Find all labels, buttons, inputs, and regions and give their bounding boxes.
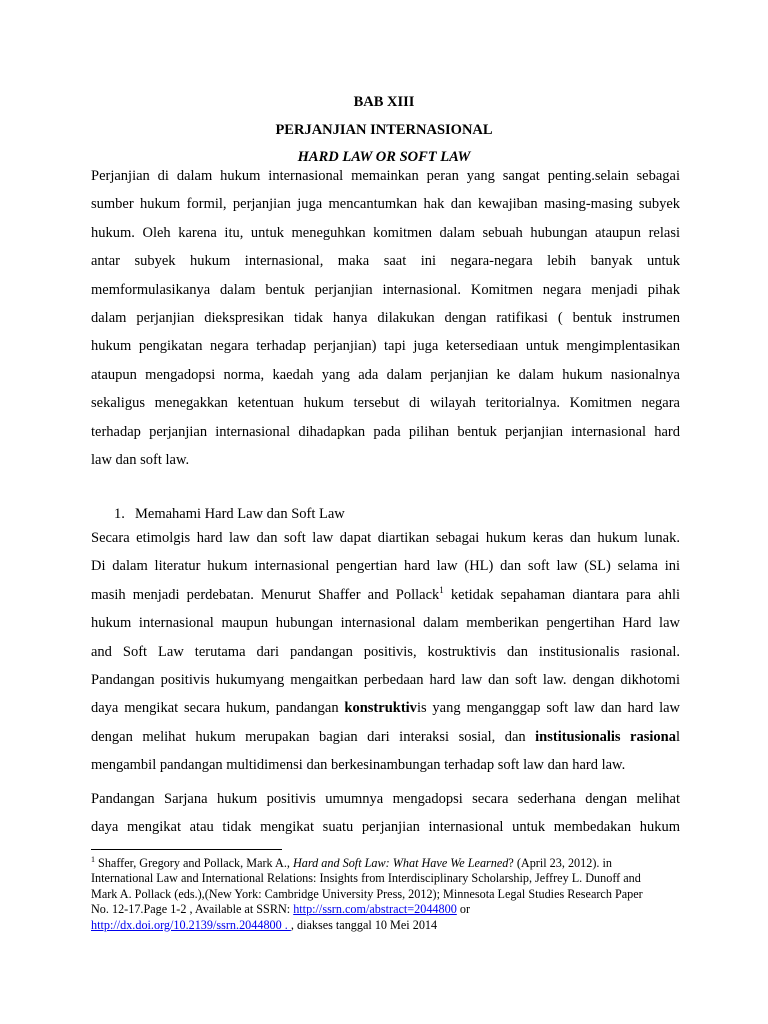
paragraph-line (91, 581, 680, 609)
line-text: l (675, 728, 680, 745)
paragraph-line: Pandangan Sarjana hukum positivis umumnya mengadopsi secara sederhana dengan melihat (91, 791, 680, 807)
paragraph-line: sumber hukum formil, perjanjian juga mencantumkan hak dan kewajiban masing-masing subyek (91, 196, 680, 213)
paragraph-line: hukum pengikatan negara terhadap perjanjian) tapi juga ketersediaan untuk mengimplentasikan (91, 338, 680, 355)
paragraph-line: dalam perjanjian diekspresikan tidak hanya dilakukan dengan ratifikasi ( bentuk instrumen (91, 309, 680, 326)
bold-term: institusionalis rasiona (535, 728, 676, 745)
paragraph-line: hukum. Oleh karena itu, untuk meneguhkan komitmen dalam sebuah hubungan ataupun relasi (91, 224, 680, 241)
section-1-paragraph (91, 524, 680, 780)
footnote-line: Mark A. Pollack (eds.),(New York: Cambridge University Press, 2012); Minnesota Legal Studies Research Paper (91, 886, 643, 901)
footnote-text: , diakses tanggal 10 Mei 2014 (290, 917, 438, 932)
paragraph-line (91, 723, 680, 751)
paragraph-line: law dan soft law. (91, 451, 190, 468)
footnote-ref[interactable]: 1 (439, 584, 444, 595)
paragraph-line: ataupun mengadopsi norma, kaedah yang ada dalam perjanjian ke dalam hukum nasionalnya (91, 366, 680, 383)
footnote-line (91, 918, 691, 933)
paragraph-line: hukum internasional maupun hubungan internasional dalam memberikan pengertihan Hard law (91, 615, 680, 632)
footnote-line (91, 902, 691, 917)
footnote (91, 856, 691, 933)
paragraph-line: memformulasikanya dalam bentuk perjanjian internasional. Komitmen negara menjadi pihak (91, 281, 680, 298)
paragraph-line: Perjanjian di dalam hukum internasional memainkan peran yang sangat penting.selain sebagai (91, 168, 680, 184)
chapter-number: BAB XIII (353, 94, 415, 110)
footnote-text: Shaffer, Gregory and Pollack, Mark A., (95, 856, 293, 870)
bold-term: konstruktiv (344, 700, 417, 717)
line-text: is yang menganggap soft law dan hard law (416, 700, 680, 717)
positivist-paragraph (91, 785, 680, 842)
ssrn-link[interactable]: http://ssrn.com/abstract=2044800 (293, 902, 457, 917)
chapter-title: PERJANJIAN INTERNASIONAL (275, 122, 493, 138)
line-text: ketidak sepahaman diantara para ahli (443, 586, 680, 603)
paragraph-line: Pandangan positivis hukumyang mengaitkan perbedaan hard law dan soft law. dengan dikhotomi (91, 671, 680, 688)
doi-link[interactable]: http://dx.doi.org/10.2139/ssrn.2044800 . (91, 917, 291, 932)
intro-paragraph (91, 162, 680, 474)
paragraph-line: sekaligus menegakkan ketentuan hukum tersebut di wilayah teritorialnya. Komitmen negara (91, 395, 680, 412)
footnote-text: ? (April 23, 2012). in (508, 856, 612, 870)
line-text: daya mengikat secara hukum, pandangan (91, 700, 345, 717)
footnote-line (91, 856, 691, 871)
paragraph-line (91, 694, 680, 722)
paragraph-line: mengambil pandangan multidimensi dan berkesinambungan terhadap soft law dan hard law. (91, 757, 626, 774)
line-text: masih menjadi perdebatan. Menurut Shaffer and Pollack (91, 586, 440, 603)
footnote-line: International Law and International Relations: Insights from Interdisciplinary Scholarship, Jeffrey L. Dunoff and (91, 871, 641, 886)
paragraph-line: Secara etimolgis hard law dan soft law dapat diartikan sebagai hukum keras dan hukum lunak. (91, 530, 680, 546)
section-title: Memahami Hard Law dan Soft Law (135, 506, 345, 522)
section-heading-1 (114, 505, 345, 523)
list-number: 1. (114, 506, 125, 522)
footnote-text: or (456, 902, 471, 917)
paragraph-line: terhadap perjanjian internasional dihadapkan pada pilihan bentuk perjanjian internasional hard (91, 423, 680, 440)
paragraph-line: and Soft Law terutama dari pandangan positivis, kostruktivis dan institusionalis rasional. (91, 643, 680, 660)
chapter-subtitle: HARD LAW OR SOFT LAW (297, 149, 471, 165)
paragraph-line: antar subyek hukum internasional, maka saat ini negara-negara lebih banyak untuk (91, 253, 680, 270)
footnote-text: No. 12-17.Page 1-2 , Available at SSRN: (91, 902, 294, 917)
paragraph-line: daya mengikat atau tidak mengikat suatu perjanjian internasional untuk membedakan hukum (91, 819, 680, 836)
footnote-marker: 1 (91, 854, 95, 864)
line-text: dengan melihat hukum merupakan bagian dari interaksi sosial, dan (91, 728, 536, 745)
footnote-article-title: Hard and Soft Law: What Have We Learned (292, 856, 509, 870)
paragraph-line: Di dalam literatur hukum internasional pengertian hard law (HL) dan soft law (SL) selama ini (91, 558, 680, 575)
footnote-separator (91, 849, 282, 850)
